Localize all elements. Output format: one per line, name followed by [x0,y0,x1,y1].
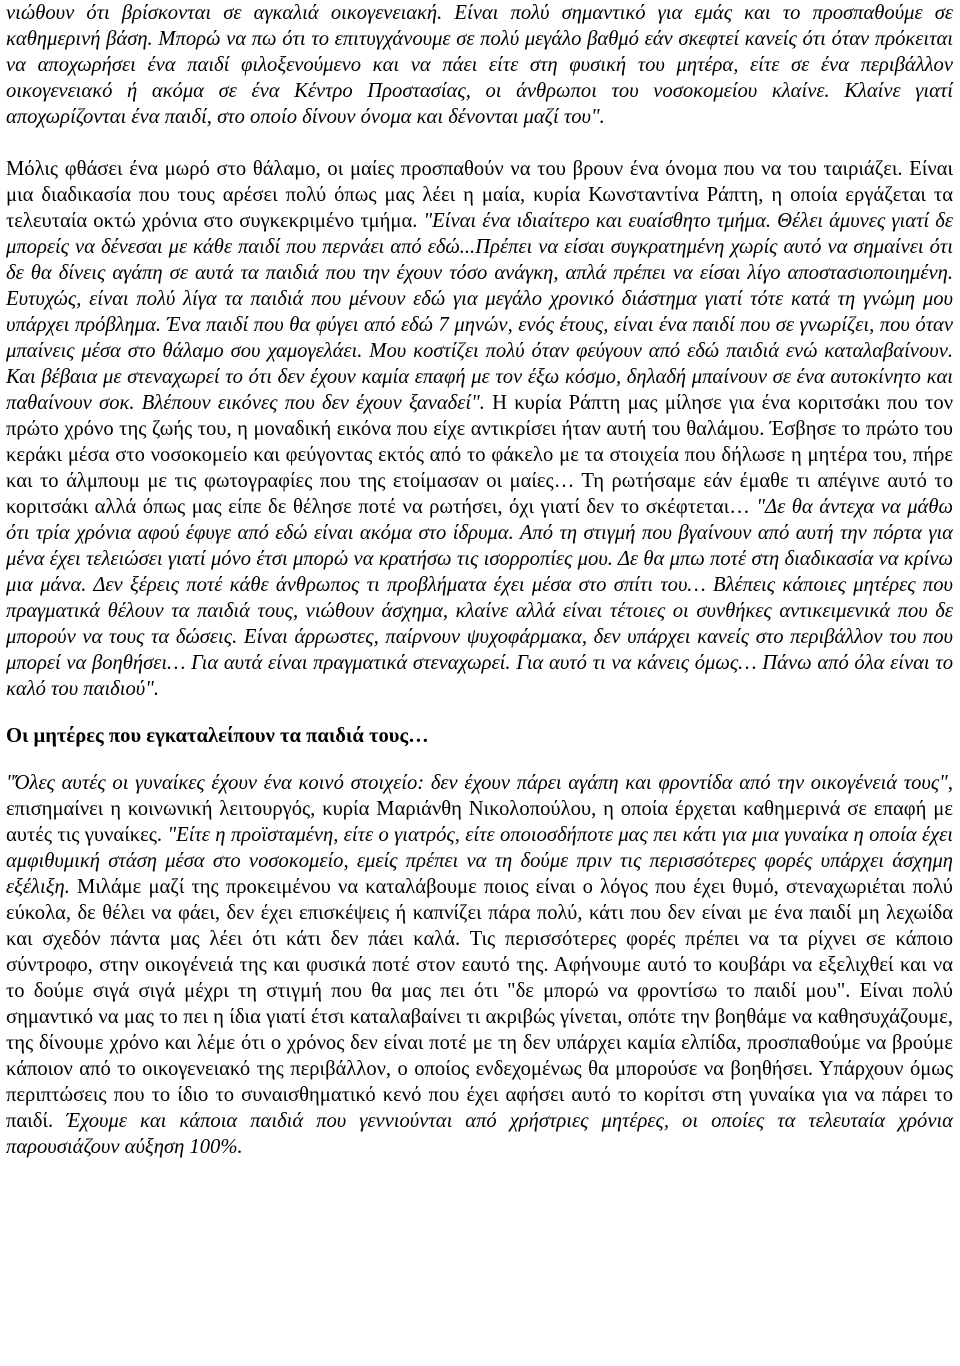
paragraph-3-segment-2: , επισημαίνει η κοινωνική λειτουργός, κυρία Μαριάνθη Νικολοπούλου, η οποία έρχεται καθημερινά σε επαφή με αυτές τις γυναίκες. [6,772,953,846]
paragraph-2-segment-1: Μόλις φθάσει ένα μωρό στο θάλαμο, οι μαίες προσπαθούν να του βρουν ένα όνομα που να του ταιριάζει. Είναι μια διαδικασία που τους αρέσει πολύ όπως μας λέει η μαία, κυρία Κωνσταντίνα Ράπτη, η οποία εργάζεται τα τελευταία οκτώ χρόνια στο συγκεκριμένο τμήμα. [6,158,953,232]
paragraph-3-segment-4: Μιλάμε μαζί της προκειμένου να καταλάβουμε ποιος είναι ο λόγος που έχει θυμό, στεναχωριέται πολύ εύκολα, δε θέλει να φάει, δεν έχει επισκέψεις ή καπνίζει πάρα πολύ, κάτι που δεν είναι με ένα παιδί μη λεχωίδα και σχεδόν πάντα μας λέει ότι κάτι δεν πάει καλά. Τις περισσότερες φορές πρέπει να τα ρίχνει σε κάποιο σύντροφο, στην οικογένειά της και φυσικά ποτέ στον εαυτό της. Αφήνουμε αυτό το κουβάρι να εξελιχθεί και να το δούμε σιγά σιγά μέχρι τη στιγμή που θα μας πει ότι "δε μπορώ να φροντίσω το παιδί μου". Είναι πολύ σημαντικό να μας το πει η ίδια γιατί έτσι καταλαβαίνει τι ακριβώς γίνεται, οπότε την βοηθάμε να καθησυχάζουμε, της δίνουμε χρόνο και λέμε ότι ο χρόνος δεν είναι ποτέ με τη δεν υπάρχει καμία ελπίδα, προσπαθούμε να βρούμε κάποιον από το οικογενειακό της περιβάλλον, ο οποίος ενδεχομένως θα μπορούσε να βοηθήσει. Υπάρχουν όμως περιπτώσεις που το ίδιο το συναισθηματικό κενό που έχει αφήσει αυτό το κορίτσι στη γυναίκα για να πάρει το παιδί. [6,876,953,1132]
paragraph-2-segment-3: Η κυρία Ράπτη μας μίλησε για ένα κοριτσάκι που τον πρώτο χρόνο της ζωής του, η μοναδική εικόνα που είχε αντικρίσει ήταν αυτή του θαλάμου. Έσβησε το πρώτο του κεράκι μέσα στο νοσοκομείο και φεύγοντας εκτός από το φάκελο με τα στοιχεία που δήλωσε η μητέρα του, πήρε και το άλμπουμ με τις φωτογραφίες που της ετοίμασαν οι μαίες… Τη ρωτήσαμε εάν έμαθε τι απέγινε αυτό το κοριτσάκι αλλά όπως μας είπε δε θέλησε ποτέ να ρωτήσει, όχι γιατί δεν το σκέφτεται… [6,392,954,518]
paragraph-3-segment-5: Έχουμε και κάποια παιδιά που γεννιούνται από χρήστριες μητέρες, οι οποίες τα τελευταία χρόνια παρουσιάζουν αύξηση 100%. [6,1110,953,1158]
paragraph-1-text: νιώθουν ότι βρίσκονται σε αγκαλιά οικογενειακή. Είναι πολύ σημαντικό για εμάς και το προσπαθούμε σε καθημερινή βάση. Μπορώ να πω ότι το επιτυγχάνουμε σε πολύ μεγάλο βαθμό εάν σκεφτεί κανείς ότι όταν πρόκειται να αποχωρήσει ένα παιδί φιλοξενούμενο και να πάει είτε στη φυσική του μητέρα, είτε σε ένα περιβάλλον οικογενειακό ή ακόμα σε ένα Κέντρο Προστασίας, οι άνθρωποι του νοσοκομείου κλαίνε. Κλαίνε γιατί αποχωρίζονται ένα παιδί, στο οποίο δίνουν όνομα και δένονται μαζί του". [6,2,953,128]
paragraph-3 [6,770,953,1160]
paragraph-2-segment-2: "Είναι ένα ιδιαίτερο και ευαίσθητο τμήμα. Θέλει άμυνες γιατί δε μπορείς να δένεσαι με κάθε παιδί που περνάει από εδώ...Πρέπει να είσαι συγκρατημένη χωρίς αυτό να σημαίνει ότι δε θα δίνεις αγάπη σε αυτά τα παιδιά που την έχουν τόσο ανάγκη, απλά πρέπει να είσαι λίγο αποστασιοποιημένη. Ευτυχώς, είναι πολύ λίγα τα παιδιά που μένουν εδώ για μεγάλο χρονικό διάστημα γιατί τότε κατά τη γνώμη μου υπάρχει πρόβλημα. Ένα παιδί που θα φύγει από εδώ 7 μηνών, ενός έτους, είναι ένα παιδί που σε γνωρίζει, που όταν μπαίνεις μέσα στο θάλαμο σου χαμογελάει. Μου κοστίζει πολύ όταν φεύγουν από εδώ παιδιά ενώ καταλαβαίνουν. Και βέβαια με στεναχωρεί το ότι δεν έχουν καμία επαφή με τον έξω κόσμο, δηλαδή μπαίνουν σε ένα αυτοκίνητο και παθαίνουν σοκ. Βλέπουν εικόνες που δεν έχουν ξαναδεί". [6,210,953,414]
paragraph-3-segment-1: "Όλες αυτές οι γυναίκες έχουν ένα κοινό στοιχείο: δεν έχουν πάρει αγάπη και φροντίδα από την οικογένειά τους" [6,772,948,794]
paragraph-2 [6,156,953,702]
section-heading: Οι μητέρες που εγκαταλείπουν τα παιδιά τους… [6,725,429,747]
paragraph-2-segment-4: "Δε θα άντεχα να μάθω ότι τρία χρόνια αφού έφυγε από εδώ είναι ακόμα στο ίδρυμα. Από τη στιγμή που βγαίνουν από αυτή την πόρτα για μένα έχει τελειώσει γιατί μόνο έτσι μπορώ να κρατήσω τις ισορροπίες μου. Δε θα μπω ποτέ στη διαδικασία να κρίνω μια μάνα. Δεν ξέρεις ποτέ κάθε άνθρωπος τι προβλήματα έχει μέσα στο σπίτι του… Βλέπεις κάποιες μητέρες που πραγματικά θέλουν τα παιδιά τους, νιώθουν άσχημα, κλαίνε αλλά είναι τέτοιες οι συνθήκες αντικειμενικά που δε μπορούν να τους τα δώσεις. Είναι άρρωστες, παίρνουν ψυχοφάρμακα, δεν υπάρχει κανείς στο περιβάλλον του που μπορεί να βοηθήσει… Για αυτά είναι πραγματικά στεναχωρεί. Για αυτό τι να κάνεις όμως… Πάνω από όλα είναι το καλό του παιδιού". [6,496,953,700]
paragraph-1 [6,0,953,130]
paragraph-3-segment-3: "Είτε η προϊσταμένη, είτε ο γιατρός, είτε οποιοσδήποτε μας πει κάτι για μια γυναίκα η οποία έχει αμφιθυμική στάση μέσα στο νοσοκομείο, εμείς πρέπει να τη δούμε πριν τις περισσότερες φορές υπάρχει άσχημη εξέλιξη. [6,824,954,898]
